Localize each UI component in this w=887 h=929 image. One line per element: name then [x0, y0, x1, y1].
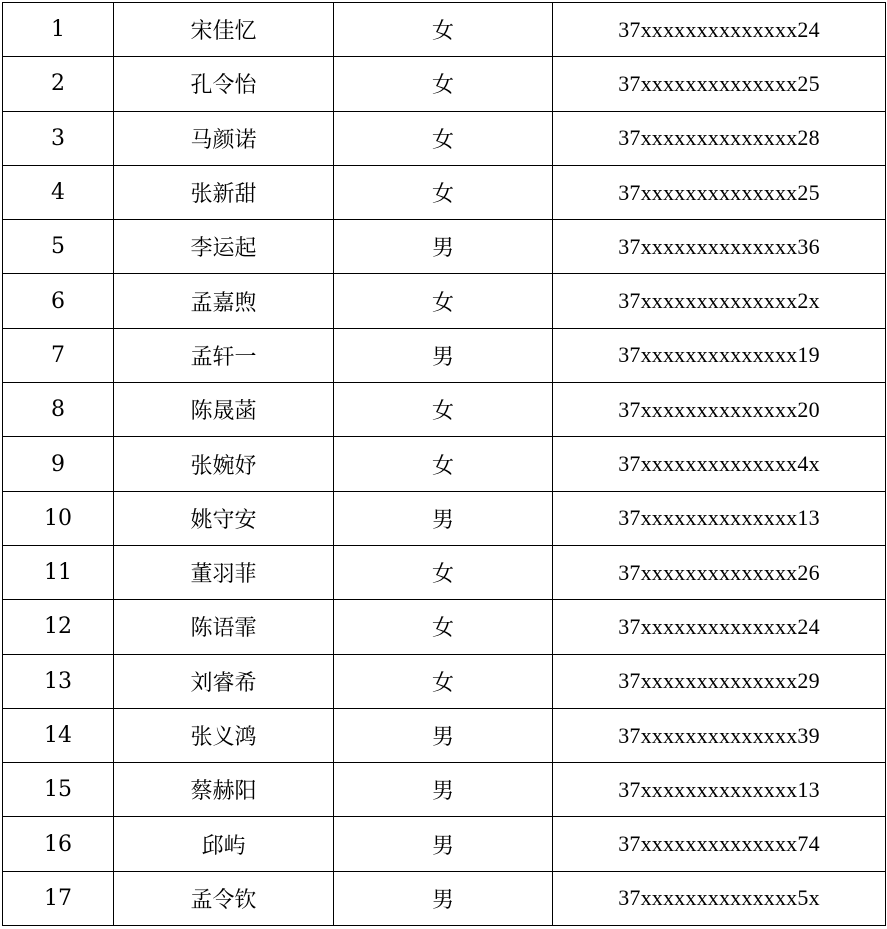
student-name-cell: 李运起: [114, 220, 334, 274]
id-number-cell: 37xxxxxxxxxxxxxx19: [553, 328, 886, 382]
row-number-cell: 3: [3, 111, 114, 165]
student-name-cell: 张新甜: [114, 165, 334, 219]
id-number-cell: 37xxxxxxxxxxxxxx24: [553, 3, 886, 57]
student-name-cell: 宋佳忆: [114, 3, 334, 57]
student-name-cell: 姚守安: [114, 491, 334, 545]
id-number-cell: 37xxxxxxxxxxxxxx4x: [553, 437, 886, 491]
roster-table-body: [3, 3, 886, 926]
row-number-cell: 6: [3, 274, 114, 328]
gender-cell: 女: [334, 383, 553, 437]
id-number-cell: 37xxxxxxxxxxxxxx29: [553, 654, 886, 708]
table-row: [3, 491, 886, 545]
student-name-cell: 孟嘉煦: [114, 274, 334, 328]
row-number-cell: 9: [3, 437, 114, 491]
gender-cell: 男: [334, 817, 553, 871]
student-name-cell: 蔡赫阳: [114, 763, 334, 817]
row-number-cell: 14: [3, 708, 114, 762]
row-number-cell: 12: [3, 600, 114, 654]
row-number-cell: 16: [3, 817, 114, 871]
id-number-cell: 37xxxxxxxxxxxxxx25: [553, 57, 886, 111]
row-number-cell: 17: [3, 871, 114, 925]
student-name-cell: 陈晟菡: [114, 383, 334, 437]
table-row: [3, 600, 886, 654]
student-name-cell: 陈语霏: [114, 600, 334, 654]
student-name-cell: 张婉妤: [114, 437, 334, 491]
id-number-cell: 37xxxxxxxxxxxxxx13: [553, 763, 886, 817]
gender-cell: 男: [334, 708, 553, 762]
student-name-cell: 刘睿希: [114, 654, 334, 708]
gender-cell: 男: [334, 328, 553, 382]
table-row: [3, 3, 886, 57]
table-row: [3, 57, 886, 111]
row-number-cell: 2: [3, 57, 114, 111]
table-row: [3, 328, 886, 382]
id-number-cell: 37xxxxxxxxxxxxxx13: [553, 491, 886, 545]
table-row: [3, 654, 886, 708]
id-number-cell: 37xxxxxxxxxxxxxx39: [553, 708, 886, 762]
id-number-cell: 37xxxxxxxxxxxxxx26: [553, 545, 886, 599]
row-number-cell: 4: [3, 165, 114, 219]
table-row: [3, 220, 886, 274]
row-number-cell: 1: [3, 3, 114, 57]
gender-cell: 女: [334, 600, 553, 654]
table-row: [3, 708, 886, 762]
table-row: [3, 817, 886, 871]
id-number-cell: 37xxxxxxxxxxxxxx28: [553, 111, 886, 165]
gender-cell: 女: [334, 545, 553, 599]
table-row: [3, 871, 886, 925]
student-name-cell: 孔令怡: [114, 57, 334, 111]
gender-cell: 女: [334, 57, 553, 111]
row-number-cell: 8: [3, 383, 114, 437]
table-row: [3, 274, 886, 328]
gender-cell: 男: [334, 220, 553, 274]
gender-cell: 女: [334, 654, 553, 708]
row-number-cell: 15: [3, 763, 114, 817]
gender-cell: 女: [334, 111, 553, 165]
gender-cell: 女: [334, 3, 553, 57]
table-row: [3, 545, 886, 599]
row-number-cell: 10: [3, 491, 114, 545]
student-name-cell: 张义鸿: [114, 708, 334, 762]
gender-cell: 女: [334, 274, 553, 328]
table-row: [3, 437, 886, 491]
gender-cell: 男: [334, 491, 553, 545]
gender-cell: 男: [334, 763, 553, 817]
table-row: [3, 763, 886, 817]
student-name-cell: 孟令钦: [114, 871, 334, 925]
id-number-cell: 37xxxxxxxxxxxxxx74: [553, 817, 886, 871]
id-number-cell: 37xxxxxxxxxxxxxx24: [553, 600, 886, 654]
table-row: [3, 165, 886, 219]
row-number-cell: 5: [3, 220, 114, 274]
id-number-cell: 37xxxxxxxxxxxxxx2x: [553, 274, 886, 328]
student-name-cell: 马颜诺: [114, 111, 334, 165]
row-number-cell: 7: [3, 328, 114, 382]
id-number-cell: 37xxxxxxxxxxxxxx25: [553, 165, 886, 219]
roster-table: [2, 2, 886, 926]
table-row: [3, 111, 886, 165]
table-row: [3, 383, 886, 437]
row-number-cell: 13: [3, 654, 114, 708]
id-number-cell: 37xxxxxxxxxxxxxx20: [553, 383, 886, 437]
id-number-cell: 37xxxxxxxxxxxxxx5x: [553, 871, 886, 925]
student-name-cell: 孟轩一: [114, 328, 334, 382]
id-number-cell: 37xxxxxxxxxxxxxx36: [553, 220, 886, 274]
gender-cell: 女: [334, 437, 553, 491]
gender-cell: 男: [334, 871, 553, 925]
row-number-cell: 11: [3, 545, 114, 599]
student-name-cell: 邱屿: [114, 817, 334, 871]
gender-cell: 女: [334, 165, 553, 219]
student-name-cell: 董羽菲: [114, 545, 334, 599]
